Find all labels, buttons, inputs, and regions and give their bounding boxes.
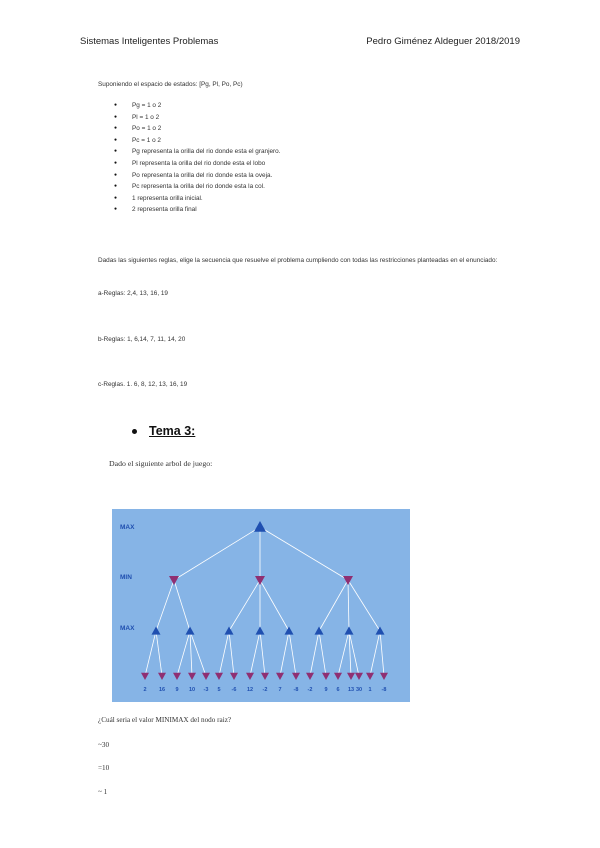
- leaf-value: 2: [143, 687, 147, 693]
- max-node: [315, 627, 324, 635]
- tree-edge: [229, 631, 234, 676]
- tree-edge: [156, 580, 174, 631]
- list-item: ● 2 representa orilla final: [116, 204, 281, 216]
- max-node: [186, 627, 195, 635]
- min-node: [343, 576, 353, 585]
- leaf-node: [173, 673, 181, 680]
- tree-edge: [310, 631, 319, 676]
- rules-question: Dadas las siguientes reglas, elige la secuencia que resuelve el problema cumpliendo con todas las restricciones planteadas en el enunciado:: [98, 257, 498, 264]
- tree-edge: [319, 631, 326, 676]
- leaf-node: [230, 673, 238, 680]
- tree-edge: [219, 631, 229, 676]
- leaf-value: -3: [203, 687, 209, 693]
- list-item: ● Pg = 1 o 2: [116, 100, 281, 112]
- leaf-node: [261, 673, 269, 680]
- leaf-value: 9: [175, 687, 179, 693]
- tree-edge: [260, 631, 265, 676]
- tree-edge: [338, 631, 349, 676]
- bullet-icon: [132, 429, 137, 434]
- list-item: ● Pl representa la orilla del rio donde esta el lobo: [116, 158, 281, 170]
- tree-edge: [289, 631, 296, 676]
- level-label: MIN: [120, 574, 132, 581]
- leaf-node: [215, 673, 223, 680]
- tree-edge: [174, 527, 260, 580]
- section-title: Tema 3:: [149, 424, 196, 438]
- minimax-question: ¿Cuál seria el valor MINIMAX del nodo raiz?: [98, 716, 232, 724]
- max-node: [225, 627, 234, 635]
- level-label: MAX: [120, 625, 135, 632]
- leaf-node: [322, 673, 330, 680]
- max-node: [254, 521, 266, 532]
- leaf-node: [355, 673, 363, 680]
- leaf-value: 9: [324, 687, 328, 693]
- answer-option: ~30: [98, 741, 110, 749]
- leaf-value: 10: [188, 687, 196, 693]
- list-item: ● Pg representa la orilla del rio donde esta el granjero.: [116, 146, 281, 158]
- list-item: ● Po representa la orilla del rio donde esta la oveja.: [116, 170, 281, 182]
- answer-option: =10: [98, 764, 110, 772]
- header-course: Sistemas Inteligentes Problemas: [80, 36, 219, 47]
- leaf-value: -2: [262, 687, 268, 693]
- leaf-node: [188, 673, 196, 680]
- leaf-node: [246, 673, 254, 680]
- option-a: a-Reglas: 2,4, 13, 16, 19: [98, 290, 168, 297]
- tree-edge: [190, 631, 192, 676]
- leaf-node: [276, 673, 284, 680]
- tree-edge: [348, 580, 380, 631]
- min-node: [255, 576, 265, 585]
- list-item: ● 1 representa orilla inicial.: [116, 193, 281, 205]
- leaf-node: [292, 673, 300, 680]
- tree-edge: [156, 631, 162, 676]
- leaf-node: [141, 673, 149, 680]
- max-node: [376, 627, 385, 635]
- max-node: [285, 627, 294, 635]
- leaf-value: 1: [368, 687, 372, 693]
- leaf-node: [334, 673, 342, 680]
- leaf-value: 13: [347, 687, 355, 693]
- leaf-node: [380, 673, 388, 680]
- leaf-node: [158, 673, 166, 680]
- tree-edge: [319, 580, 348, 631]
- tree-edge: [250, 631, 260, 676]
- tree-edge: [260, 527, 348, 580]
- max-node: [152, 627, 161, 635]
- tree-edge: [370, 631, 380, 676]
- states-intro: Suponiendo el espacio de estados: [Pg, Pl, Po, Pc): [98, 81, 243, 88]
- leaf-value: -8: [293, 687, 299, 693]
- max-node: [345, 627, 354, 635]
- page-header: [80, 36, 520, 50]
- list-item: ● Po = 1 o 2: [116, 123, 281, 135]
- option-c: c-Reglas. 1. 6, 8, 12, 13, 16, 19: [98, 381, 188, 388]
- leaf-value: 12: [246, 687, 254, 693]
- game-tree-figure: [112, 509, 410, 702]
- list-item: ● Pc = 1 o 2: [116, 135, 281, 147]
- min-node: [169, 576, 179, 585]
- leaf-value: -8: [381, 687, 387, 693]
- leaf-value: 6: [336, 687, 340, 693]
- tree-edge: [260, 580, 289, 631]
- leaf-value: 16: [158, 687, 166, 693]
- answer-option: ~ 1: [98, 788, 108, 796]
- tree-edge: [190, 631, 206, 676]
- tree-edge: [145, 631, 156, 676]
- leaf-value: 5: [217, 687, 221, 693]
- tree-edge: [229, 580, 260, 631]
- leaf-node: [202, 673, 210, 680]
- tree-edge: [348, 580, 349, 631]
- leaf-value: 30: [355, 687, 363, 693]
- option-b: b-Reglas: 1, 6,14, 7, 11, 14, 20: [98, 336, 186, 343]
- list-item: ● Pc representa la orilla del rio donde esta la col.: [116, 181, 281, 193]
- game-tree-diagram: [112, 509, 410, 702]
- leaf-value: -2: [307, 687, 313, 693]
- tree-edge: [174, 580, 190, 631]
- max-node: [256, 627, 265, 635]
- tree-edge: [177, 631, 190, 676]
- tree-edge: [380, 631, 384, 676]
- header-author: Pedro Giménez Aldeguer 2018/2019: [366, 36, 520, 47]
- tree-edge: [280, 631, 289, 676]
- leaf-node: [306, 673, 314, 680]
- states-list: [116, 100, 281, 216]
- leaf-node: [347, 673, 355, 680]
- leaf-node: [366, 673, 374, 680]
- section-heading: [132, 424, 195, 438]
- list-item: ● Pl = 1 o 2: [116, 112, 281, 124]
- level-label: MAX: [120, 524, 135, 531]
- leaf-value: 7: [278, 687, 282, 693]
- leaf-value: -6: [231, 687, 237, 693]
- game-tree-intro: Dado el siguiente arbol de juego:: [109, 459, 213, 468]
